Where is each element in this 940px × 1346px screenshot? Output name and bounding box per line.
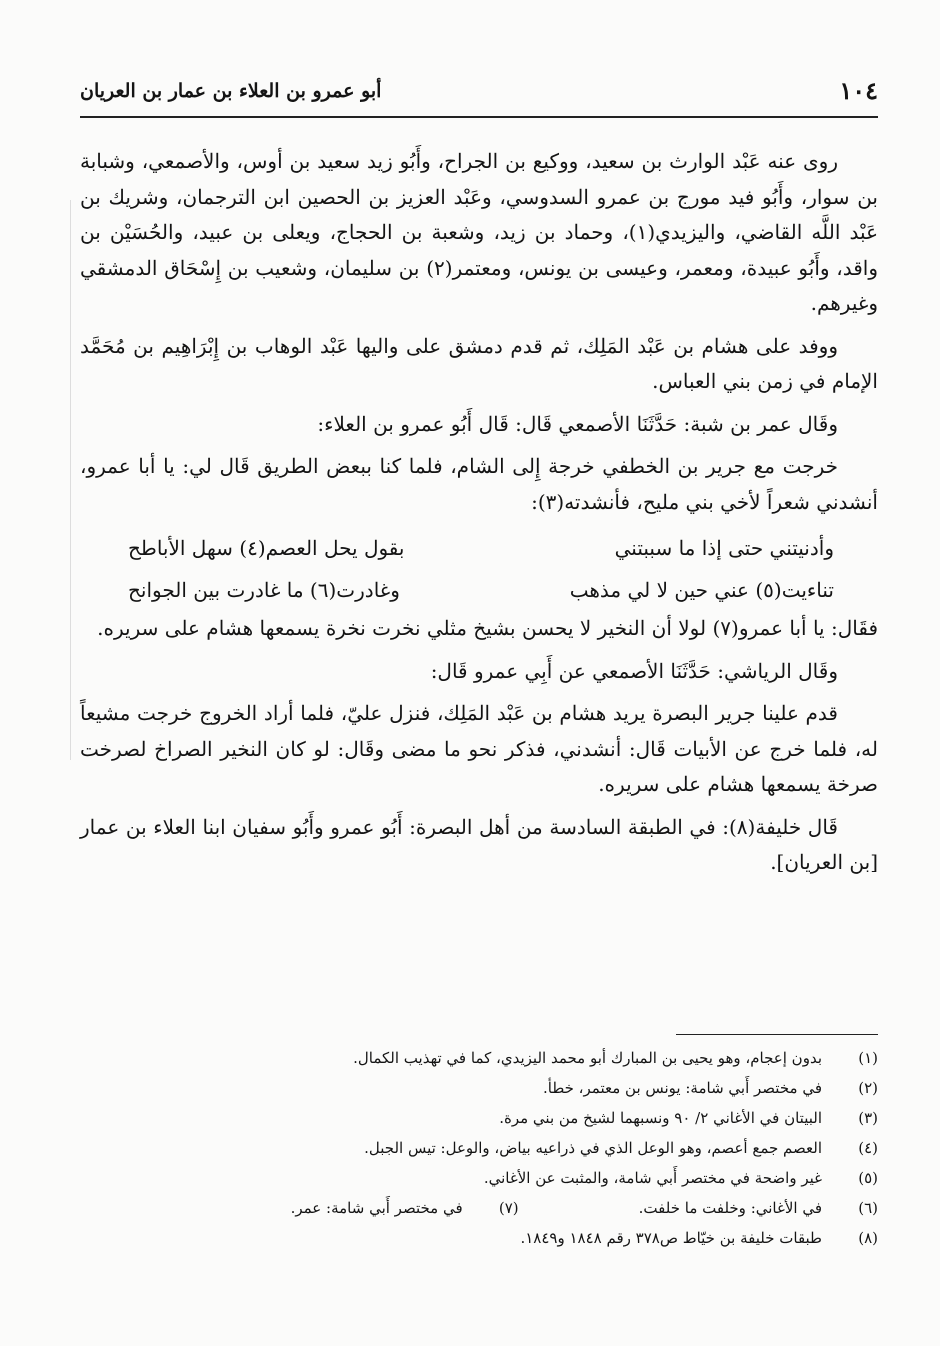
footnote-number: (٣)	[858, 1109, 878, 1127]
verse-line-1	[80, 527, 878, 569]
verse-line-2	[80, 569, 878, 611]
footnote	[80, 1133, 878, 1163]
footnote-number: (٨)	[858, 1229, 878, 1247]
paragraph-narrators: روى عنه عَبْد الوارث بن سعيد، ووكيع بن الجراح، وأَبُو زيد سعيد بن أوس، والأصمعي، وشبابة بن سوار، وأَبُو فيد مورج بن عمرو السدوسي، وعَبْد العزيز بن الحصين ابن الترجمان، وشريك بن عَبْد اللَّه القاضي، واليزيدي(١)، وحماد بن زيد، وشعبة بن الحجاج، ويعلى بن عبيد، والحُسَيْن بن واقد، وأَبُو عبيدة، ومعمر، وعيسى بن يونس، ومعتمر(٢) بن سليمان، وشعيب بن إِسْحَاق الدمشقي وغيرهم.	[80, 149, 879, 315]
footnote-number: (٢)	[858, 1079, 878, 1097]
footnote	[80, 1103, 878, 1133]
footnote-text: البيتان في الأغاني ٢/ ٩٠ ونسبهما لشيخ من بني مرة.	[499, 1109, 822, 1127]
paragraph-jarir-reply: فقَال: يا أبا عمرو(٧) لولا أن النخير لا يحسن بشيخ مثلي نخرت نخرة يسمعها هشام على سريره.	[97, 616, 878, 640]
footnote-text: غير واضحة في مختصر أَبي شامة، والمثبت عن الأغاني.	[483, 1169, 822, 1187]
footnote	[80, 1043, 878, 1073]
verse-1-second-hemistich: بقول يحل العصم(٤) سهل الأباطح	[128, 536, 405, 560]
footnote-number: (٦)	[858, 1199, 878, 1217]
running-title: أبو عمرو بن العلاء بن عمار بن العريان	[80, 80, 382, 102]
verse-2-first-hemistich: تناءيت(٥) عني حين لا لي مذهب	[569, 578, 834, 602]
page-header	[80, 70, 878, 114]
footnote-number: (١)	[858, 1049, 878, 1067]
footnote	[80, 1163, 878, 1193]
footnote-text: بدون إعجام، وهو يحيى بن المبارك أبو محمد اليزيدي، كما في تهذيب الكمال.	[353, 1049, 822, 1067]
paragraph-jarir-trip: خرجت مع جرير بن الخطفي خرجة إِلى الشام، فلما كنا ببعض الطريق قَال لي: يا أبا عمرو، أنشدني شعراً لأخي بني مليح، فأنشدته(٣):	[80, 454, 878, 514]
main-text	[80, 144, 878, 888]
paragraph-isnad-2: وقَال الرياشي: حَدَّثَنَا الأصمعي عن أَبِي عمرو قَال:	[430, 658, 838, 683]
header-rule	[80, 116, 878, 118]
footnote-number: (٤)	[858, 1139, 878, 1157]
binding-margin-line	[70, 200, 71, 760]
footnote-number: (٧)	[498, 1199, 519, 1217]
footnote	[80, 1223, 878, 1253]
paragraph-isnad-1: وقَال عمر بن شبة: حَدَّثَنَا الأصمعي قَال: قَال أَبُو عمرو بن العلاء:	[317, 411, 838, 436]
page-number: ١٠٤	[839, 76, 878, 105]
paragraph-jarir-basra: قدم علينا جرير البصرة يريد هشام بن عَبْد المَلِك، فنزل عليّ، فلما أراد الخروج خرجت مشيعاً له، فلما خرج عن الأبيات قَال: أنشدني، فذكر نحو ما مضى وقَال: لو كان النخير الصراخ لصرخت صرخة يسمعها هشام على سريره.	[80, 701, 878, 796]
footnote-number: (٥)	[858, 1169, 878, 1187]
footnote-text: طبقات خليفة بن خيّاط ص٣٧٨ رقم ١٨٤٨ و١٨٤٩.	[520, 1229, 822, 1247]
footnote-text: في الأغاني: وخلفت ما خلفت.	[638, 1199, 822, 1217]
verse-2-second-hemistich: وغادرت(٦) ما غادرت بين الجوانح	[128, 578, 400, 602]
footnote-text: في مختصر أَبي شامة: عمر.	[290, 1199, 463, 1217]
footnote	[80, 1073, 878, 1103]
footnote-text: في مختصر أَبي شامة: يونس بن معتمر، خطأ.	[542, 1079, 822, 1097]
paragraph-khalifa: قَال خليفة(٨): في الطبقة السادسة من أهل البصرة: أَبُو عمرو وأَبُو سفيان ابنا العلاء بن عمار [بن العريان].	[80, 814, 878, 874]
footnote	[80, 1193, 878, 1223]
footnote-separator	[676, 1034, 878, 1035]
paragraph-visit-damascus: ووفد على هشام بن عَبْد المَلِك، ثم قدم دمشق على واليها عَبْد الوهاب بن إِبْرَاهِيم بن مُحَمَّد الإمام في زمن بني العباس.	[80, 333, 878, 393]
footnotes	[80, 1043, 878, 1253]
verse-1-first-hemistich: وأدنيتني حتى إذا ما سببتني	[614, 536, 834, 560]
footnote-text: العصم جمع أعصم، وهو الوعل الذي في ذراعيه بياض، والوعل: تيس الجبل.	[364, 1139, 822, 1157]
